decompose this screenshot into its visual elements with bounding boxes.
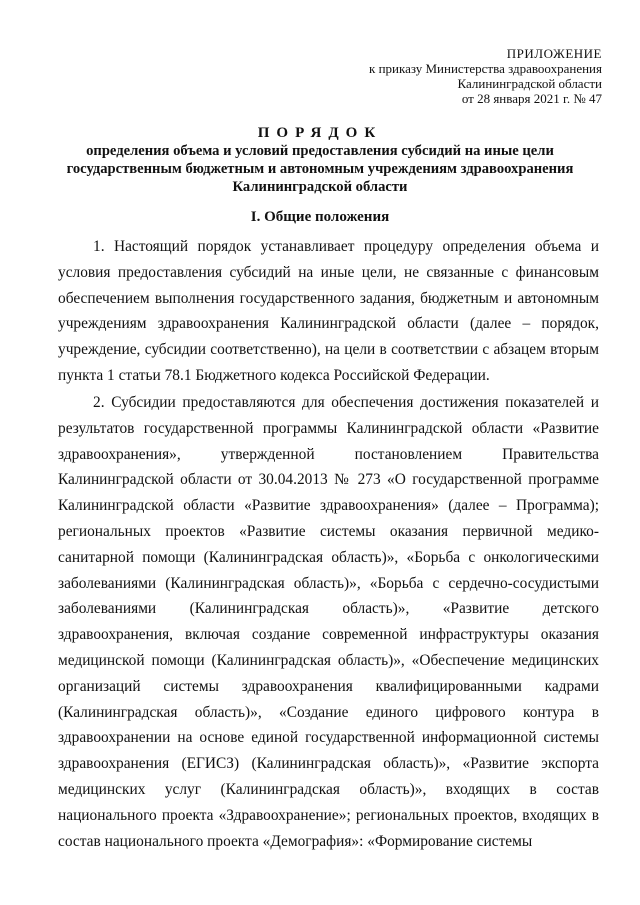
document-subtitle-line-1: определения объема и условий предоставления субсидий на иные цели [86,143,554,159]
appendix-label: ПРИЛОЖЕНИЕ [506,46,602,61]
document-title-block [40,124,600,196]
section-title: I. Общие положения [250,209,390,225]
document-subtitle-line-2: государственным бюджетным и автономным учреждениям здравоохранения [66,161,574,177]
order-date: от 28 января 2021 г. № 47 [461,91,602,106]
order-reference: к приказу Министерства здравоохранения [369,61,602,76]
paragraph-2: 2. Субсидии предоставляются для обеспечения достижения показателей и результатов государственной программы Калининградской области «Развитие здравоохранения», утвержденной постановлением Правительства Калининградской области от 30.04.2013 № 273 «О государственной программе Калининградской области «Развитие здравоохранения» (далее – Программа); региональных проектов «Развитие системы оказания первичной медико-санитарной помощи (Калининградская область)», «Борьба с онкологическими заболеваниями (Калининградская область)», «Борьба с сердечно-сосудистыми заболеваниями (Калининградская область)», «Развитие детского здравоохранения, включая создание современной инфраструктуры оказания медицинской помощи (Калининградская область)», «Обеспечение медицинских организаций системы здравоохранения квалифицированными кадрами (Калининградская область)», «Создание единого цифрового контура в здравоохранении на основе единой государственной информационной системы здравоохранения (ЕГИСЗ) (Калининградская область)», «Развитие экспорта медицинских услуг (Калининградская область)», входящих в состав национального проекта «Здравоохранение»; региональных проектов, входящих в состав национального проекта «Демография»: «Формирование системы [58,394,599,850]
region-name: Калининградской области [457,76,602,91]
document-title: ПОРЯДОК [257,125,383,141]
appendix-header [369,46,602,106]
document-subtitle-line-3: Калининградской области [232,179,408,195]
paragraph-1: 1. Настоящий порядок устанавливает процедуру определения объема и условия предоставления субсидий на иные цели, не связанные с финансовым обеспечением выполнения государственного задания, бюджетным и автономным учреждениям здравоохранения Калининградской области (далее – порядок, учреждение, субсидии соответственно), на цели в соответствии с абзацем вторым пункта 1 статьи 78.1 Бюджетного кодекса Российской Федерации. [58,238,599,384]
